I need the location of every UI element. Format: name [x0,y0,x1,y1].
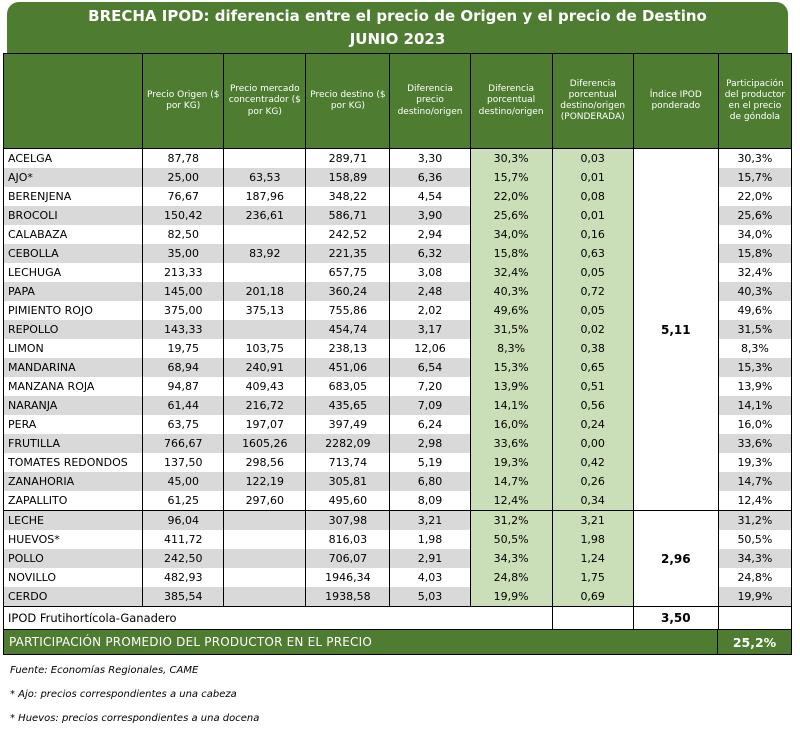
cell-precio-origen: 137,50 [143,453,224,472]
cell-precio-mercado [224,568,306,587]
cell-diferencia-porcentual: 31,2% [470,511,552,531]
cell-diferencia-precio: 2,98 [390,434,470,453]
cell-precio-origen: 61,44 [143,396,224,415]
cell-participacion: 31,2% [718,511,791,531]
table-row [4,149,792,169]
cell-diferencia-porcentual: 32,4% [470,263,552,282]
cell-diferencia-ponderada: 0,26 [552,472,633,491]
footnote-source: Fuente: Economías Regionales, CAME [10,665,199,676]
cell-precio-destino: 360,24 [306,282,390,301]
col-header-precio-mercado: Precio mercado concentrador ($ por KG) [224,54,306,149]
col-header-precio-destino: Precio destino ($ por KG) [306,54,390,149]
cell-precio-mercado: 240,91 [224,358,306,377]
cell-participacion: 13,9% [718,377,791,396]
cell-precio-origen: 213,33 [143,263,224,282]
cell-participacion: 30,3% [718,149,791,169]
cell-product-name: REPOLLO [4,320,143,339]
cell-diferencia-ponderada: 0,01 [552,206,633,225]
cell-precio-mercado: 236,61 [224,206,306,225]
cell-precio-origen: 68,94 [143,358,224,377]
cell-product-name: HUEVOS* [4,530,143,549]
cell-precio-destino: 307,98 [306,511,390,531]
cell-diferencia-porcentual: 15,7% [470,168,552,187]
cell-diferencia-ponderada: 0,42 [552,453,633,472]
cell-diferencia-precio: 12,06 [390,339,470,358]
footnote-ajo: * Ajo: precios correspondientes a una cabeza [10,689,237,700]
cell-precio-destino: 435,65 [306,396,390,415]
cell-diferencia-precio: 2,94 [390,225,470,244]
ipod-total-empty-cell [718,607,791,630]
cell-precio-mercado [224,225,306,244]
cell-diferencia-ponderada: 0,00 [552,434,633,453]
cell-precio-destino: 1938,58 [306,587,390,607]
cell-precio-destino: 713,74 [306,453,390,472]
report-title: BRECHA IPOD: diferencia entre el precio de Origen y el precio de Destino [88,6,707,25]
cell-participacion: 14,7% [718,472,791,491]
cell-precio-mercado: 122,19 [224,472,306,491]
cell-precio-mercado: 375,13 [224,301,306,320]
cell-diferencia-porcentual: 34,3% [470,549,552,568]
cell-precio-origen: 385,54 [143,587,224,607]
cell-participacion: 50,5% [718,530,791,549]
cell-diferencia-porcentual: 19,9% [470,587,552,607]
report-title-band [7,2,788,53]
cell-diferencia-porcentual: 31,5% [470,320,552,339]
cell-diferencia-porcentual: 34,0% [470,225,552,244]
cell-product-name: FRUTILLA [4,434,143,453]
brecha-ipod-report [3,2,792,724]
cell-diferencia-ponderada: 3,21 [552,511,633,531]
col-header-diferencia-ponderada: Diferencia porcentual destino/origen (PONDERADA) [552,54,633,149]
cell-diferencia-ponderada: 0,01 [552,168,633,187]
cell-diferencia-precio: 8,09 [390,491,470,511]
ipod-total-empty-cell [552,607,633,630]
cell-diferencia-ponderada: 1,75 [552,568,633,587]
cell-participacion: 31,5% [718,320,791,339]
cell-diferencia-precio: 6,54 [390,358,470,377]
cell-precio-origen: 63,75 [143,415,224,434]
cell-diferencia-porcentual: 14,7% [470,472,552,491]
cell-precio-destino: 305,81 [306,472,390,491]
cell-participacion: 15,7% [718,168,791,187]
cell-participacion: 34,0% [718,225,791,244]
cell-diferencia-porcentual: 8,3% [470,339,552,358]
cell-diferencia-porcentual: 25,6% [470,206,552,225]
cell-precio-origen: 766,67 [143,434,224,453]
cell-precio-origen: 482,93 [143,568,224,587]
col-header-precio-origen: Precio Origen ($ por KG) [143,54,224,149]
cell-precio-destino: 816,03 [306,530,390,549]
col-header-indice-ipod: Índice IPOD ponderado [633,54,718,149]
cell-product-name: CALABAZA [4,225,143,244]
cell-precio-mercado [224,511,306,531]
cell-participacion: 12,4% [718,491,791,511]
cell-precio-mercado [224,549,306,568]
cell-precio-destino: 221,35 [306,244,390,263]
cell-diferencia-precio: 7,20 [390,377,470,396]
ipod-table [3,53,792,630]
cell-precio-origen: 82,50 [143,225,224,244]
cell-diferencia-porcentual: 33,6% [470,434,552,453]
cell-diferencia-precio: 7,09 [390,396,470,415]
ipod-total-label: IPOD Frutihortícola-Ganadero [4,607,553,630]
cell-diferencia-ponderada: 0,05 [552,263,633,282]
cell-diferencia-precio: 3,17 [390,320,470,339]
cell-diferencia-porcentual: 15,3% [470,358,552,377]
cell-diferencia-ponderada: 0,03 [552,149,633,169]
cell-precio-destino: 2282,09 [306,434,390,453]
cell-precio-mercado: 103,75 [224,339,306,358]
cell-product-name: ZAPALLITO [4,491,143,511]
cell-diferencia-porcentual: 12,4% [470,491,552,511]
cell-product-name: LECHUGA [4,263,143,282]
cell-diferencia-porcentual: 16,0% [470,415,552,434]
cell-product-name: PAPA [4,282,143,301]
cell-product-name: MANDARINA [4,358,143,377]
cell-diferencia-ponderada: 0,34 [552,491,633,511]
cell-participacion: 34,3% [718,549,791,568]
cell-precio-origen: 411,72 [143,530,224,549]
cell-diferencia-porcentual: 24,8% [470,568,552,587]
cell-precio-destino: 755,86 [306,301,390,320]
cell-participacion: 25,6% [718,206,791,225]
cell-precio-mercado: 1605,26 [224,434,306,453]
cell-product-name: TOMATES REDONDOS [4,453,143,472]
cell-diferencia-precio: 2,02 [390,301,470,320]
cell-precio-destino: 586,71 [306,206,390,225]
cell-participacion: 15,8% [718,244,791,263]
cell-diferencia-ponderada: 0,38 [552,339,633,358]
cell-participacion: 19,9% [718,587,791,607]
cell-participacion: 33,6% [718,434,791,453]
cell-participacion: 16,0% [718,415,791,434]
cell-diferencia-porcentual: 13,9% [470,377,552,396]
cell-precio-destino: 1946,34 [306,568,390,587]
cell-diferencia-porcentual: 49,6% [470,301,552,320]
cell-diferencia-ponderada: 1,24 [552,549,633,568]
cell-participacion: 49,6% [718,301,791,320]
cell-precio-mercado [224,530,306,549]
cell-participacion: 40,3% [718,282,791,301]
cell-product-name: LIMON [4,339,143,358]
participation-summary-bar [3,630,792,655]
cell-diferencia-porcentual: 40,3% [470,282,552,301]
cell-diferencia-ponderada: 0,16 [552,225,633,244]
cell-diferencia-precio: 5,19 [390,453,470,472]
table-body [4,149,792,630]
cell-precio-destino: 158,89 [306,168,390,187]
cell-precio-origen: 375,00 [143,301,224,320]
cell-participacion: 19,3% [718,453,791,472]
cell-precio-destino: 451,06 [306,358,390,377]
cell-precio-destino: 289,71 [306,149,390,169]
cell-precio-origen: 19,75 [143,339,224,358]
cell-diferencia-ponderada: 0,65 [552,358,633,377]
cell-participacion: 15,3% [718,358,791,377]
col-header-producto [4,54,143,149]
participation-summary-value: 25,2% [717,630,791,654]
cell-participacion: 32,4% [718,263,791,282]
cell-diferencia-precio: 6,24 [390,415,470,434]
cell-precio-origen: 35,00 [143,244,224,263]
cell-participacion: 22,0% [718,187,791,206]
cell-precio-destino: 706,07 [306,549,390,568]
cell-diferencia-precio: 6,36 [390,168,470,187]
cell-participacion: 14,1% [718,396,791,415]
cell-diferencia-ponderada: 0,72 [552,282,633,301]
cell-diferencia-precio: 5,03 [390,587,470,607]
table-row [4,511,792,531]
cell-diferencia-precio: 3,90 [390,206,470,225]
footnote-huevos: * Huevos: precios correspondientes a una docena [10,713,260,724]
cell-diferencia-precio: 2,91 [390,549,470,568]
cell-precio-origen: 61,25 [143,491,224,511]
cell-precio-destino: 397,49 [306,415,390,434]
cell-diferencia-ponderada: 0,69 [552,587,633,607]
cell-product-name: NARANJA [4,396,143,415]
cell-precio-origen: 25,00 [143,168,224,187]
cell-product-name: MANZANA ROJA [4,377,143,396]
cell-diferencia-porcentual: 15,8% [470,244,552,263]
cell-precio-origen: 76,67 [143,187,224,206]
cell-diferencia-porcentual: 19,3% [470,453,552,472]
cell-diferencia-porcentual: 14,1% [470,396,552,415]
cell-precio-mercado: 201,18 [224,282,306,301]
cell-diferencia-ponderada: 0,63 [552,244,633,263]
cell-diferencia-ponderada: 0,51 [552,377,633,396]
cell-precio-mercado: 197,07 [224,415,306,434]
cell-indice-ipod: 2,96 [633,511,718,607]
cell-indice-ipod: 5,11 [633,149,718,511]
cell-precio-origen: 96,04 [143,511,224,531]
cell-product-name: AJO* [4,168,143,187]
cell-product-name: PERA [4,415,143,434]
cell-precio-mercado: 63,53 [224,168,306,187]
cell-diferencia-porcentual: 50,5% [470,530,552,549]
cell-diferencia-ponderada: 0,02 [552,320,633,339]
cell-diferencia-porcentual: 22,0% [470,187,552,206]
cell-precio-mercado: 297,60 [224,491,306,511]
cell-precio-mercado [224,263,306,282]
cell-product-name: PIMIENTO ROJO [4,301,143,320]
ipod-total-row [4,607,792,630]
header-row [4,54,792,149]
cell-diferencia-ponderada: 0,08 [552,187,633,206]
cell-diferencia-precio: 6,80 [390,472,470,491]
cell-precio-destino: 495,60 [306,491,390,511]
cell-diferencia-precio: 3,21 [390,511,470,531]
cell-precio-destino: 242,52 [306,225,390,244]
cell-diferencia-porcentual: 30,3% [470,149,552,169]
cell-diferencia-precio: 2,48 [390,282,470,301]
cell-precio-destino: 683,05 [306,377,390,396]
cell-precio-mercado [224,149,306,169]
ipod-total-value: 3,50 [633,607,718,630]
cell-precio-origen: 143,33 [143,320,224,339]
cell-precio-origen: 87,78 [143,149,224,169]
cell-product-name: LECHE [4,511,143,531]
col-header-diferencia-porcentual: Diferencia porcentual destino/origen [470,54,552,149]
cell-diferencia-precio: 1,98 [390,530,470,549]
cell-product-name: POLLO [4,549,143,568]
cell-participacion: 24,8% [718,568,791,587]
footnotes [3,665,792,724]
cell-precio-mercado: 216,72 [224,396,306,415]
col-header-diferencia-precio: Diferencia precio destino/origen [390,54,470,149]
cell-precio-destino: 238,13 [306,339,390,358]
cell-precio-mercado [224,320,306,339]
cell-diferencia-ponderada: 0,56 [552,396,633,415]
cell-product-name: BERENJENA [4,187,143,206]
cell-precio-origen: 45,00 [143,472,224,491]
cell-precio-mercado: 409,43 [224,377,306,396]
cell-precio-mercado: 83,92 [224,244,306,263]
cell-diferencia-ponderada: 0,24 [552,415,633,434]
cell-product-name: ZANAHORIA [4,472,143,491]
col-header-participacion: Participación del productor en el precio de góndola [718,54,791,149]
cell-precio-origen: 94,87 [143,377,224,396]
cell-product-name: CERDO [4,587,143,607]
cell-diferencia-ponderada: 0,05 [552,301,633,320]
cell-precio-destino: 454,74 [306,320,390,339]
cell-diferencia-precio: 3,08 [390,263,470,282]
cell-precio-origen: 150,42 [143,206,224,225]
cell-precio-destino: 348,22 [306,187,390,206]
cell-product-name: NOVILLO [4,568,143,587]
cell-diferencia-precio: 4,03 [390,568,470,587]
cell-participacion: 8,3% [718,339,791,358]
cell-diferencia-precio: 4,54 [390,187,470,206]
cell-precio-destino: 657,75 [306,263,390,282]
cell-product-name: BROCOLI [4,206,143,225]
cell-precio-origen: 242,50 [143,549,224,568]
cell-precio-mercado [224,587,306,607]
report-subtitle: JUNIO 2023 [349,30,446,48]
cell-precio-mercado: 187,96 [224,187,306,206]
cell-diferencia-ponderada: 1,98 [552,530,633,549]
participation-summary-label: PARTICIPACIÓN PROMEDIO DEL PRODUCTOR EN EL PRECIO [9,635,372,649]
cell-product-name: ACELGA [4,149,143,169]
cell-diferencia-precio: 6,32 [390,244,470,263]
cell-precio-mercado: 298,56 [224,453,306,472]
cell-precio-origen: 145,00 [143,282,224,301]
cell-product-name: CEBOLLA [4,244,143,263]
cell-diferencia-precio: 3,30 [390,149,470,169]
